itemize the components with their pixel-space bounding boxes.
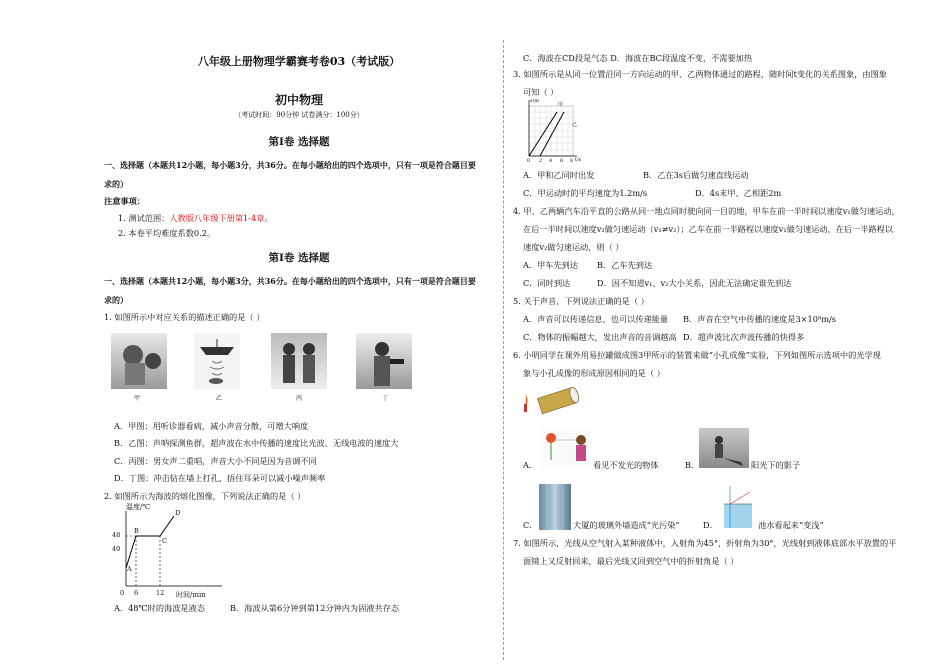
question-4-line1: 4. 甲、乙两辆汽车沿平直的公路从同一地点同时驶向同一目的地，甲车在前一半时间以速度v₁做匀速运动， [513,206,900,216]
stethoscope-photo [111,333,167,389]
point-c: C [162,537,167,545]
q6-option-d-text: 池水看起来“变浅” [758,520,824,530]
glass-building-photo [539,484,571,530]
question-4-line2: 在后一半时间以速度v₂做匀速运动（v₁≠v₂）；乙车在前一半路程以速度v₁做匀速运动，在后一半路程以 [523,224,894,234]
drill-photo [356,333,412,389]
q6-option-a-label: A． [523,460,538,470]
note-1-suffix: 。 [264,213,273,223]
note-1 [118,213,273,224]
graph-xlabel: t/s [575,157,582,163]
graph-ylabel: s/m [530,98,539,104]
candle-flame [525,394,528,404]
x-tick-0: 0 [120,589,125,597]
sonar-diagram [194,333,240,389]
series-yi-line [540,112,564,156]
exam-title: 八年级上册物理学霸赛考卷03（考试版） [197,55,401,68]
q1-option-d: D．丁图：冲击钻在墙上打孔，捂住耳朵可以减小噪声频率 [114,473,326,483]
note-2: 2. 本卷平均难度系数0.2。 [118,228,216,238]
q2-option-b: B．海波从第6分钟到第12分钟内为固液共存态 [230,603,400,613]
question-2: 2. 如图所示为海波的熔化图像，下列说法正确的是（ ） [104,491,306,501]
melting-graph-svg [112,506,232,596]
q3-option-d: D．4s末甲、乙相距2m [695,188,782,198]
exam-info: （考试时间：90分钟 试卷满分：100分） [234,111,364,119]
question-6-line1: 6. 小明同学在课外用易拉罐做成图3甲所示的装置来做“小孔成像”实验，下列如图所示选项中的光学现 [513,350,881,360]
q4-option-a: A．甲车先到达 [523,260,579,270]
q6-option-c-label: C． [523,520,538,530]
section-title: 第Ⅰ卷 选择题 [268,252,330,264]
x-tick-12: 12 [156,589,165,597]
caption-bing: 丙 [296,395,303,402]
point-a: A [127,565,132,573]
pinhole-can-figure [521,382,581,418]
q6-option-b-text: 阳光下的影子 [751,460,801,470]
question-7-line1: 7. 如图所示，光线从空气射入某种液体中，入射角为45°，折射角为30°，光线射到液体底部水平放置的平 [513,538,897,548]
y-tick-48: 48 [112,531,121,539]
subject-title: 初中物理 [274,93,323,107]
instruction-line: 一、选择题（本题共12小题，每小题3分，共36分。在每小题给出的四个选项中，只有一项是符合题目要 [104,160,476,170]
x-tick: 0 [527,158,531,164]
q4-option-d: D．因不知道v₁、v₂大小关系，因此无法确定谁先到达 [597,278,792,288]
x-tick: 8 [570,158,574,164]
q2-option-a: A．48℃时的海波是液态 [114,603,205,613]
distance-time-graph-svg [519,98,583,164]
column-divider [503,40,504,660]
instruction-line: 求的） [104,295,128,305]
question-4-line3: 速度v₂做匀速运动，则（ ） [523,242,624,252]
q5-option-c: C．物体的振幅越大，发出声音的音调越高 [523,332,677,342]
q5-option-d: D．超声波比次声波传播的快得多 [683,332,805,342]
duet-photo [271,333,327,389]
melting-graph [112,503,232,599]
q6-option-c-text: 大厦的玻璃外墙造成“光污染” [573,520,680,530]
q2-options-cd: C．海波在CD段是气态 D．海波在BC段温度不变，不需要加热 [523,53,753,63]
q5-option-b: B．声音在空气中传播的速度是3×10⁸m/s [683,314,836,324]
note-1-range: 人教版八年级下册第1-4章 [169,213,265,223]
q1-option-b: B．乙图：声呐探测鱼群，超声波在水中传播的速度比光波、无线电波的速度大 [114,438,399,448]
question-3-line1: 3. 如图所示是从同一位置沿同一方向运动的甲、乙两物体通过的路程，随时间t变化的关系图象，由图象 [513,69,887,79]
question-7-line2: 面镜上又反射回来，最后光线又回到空气中的折射角是（ ） [523,556,739,566]
y-tick-40: 40 [112,545,121,553]
q5-option-a: A．声音可以传递信息，也可以传递能量 [523,314,669,324]
notes-title: 注意事项： [104,196,145,206]
q6-option-b-label: B． [685,460,700,470]
x-tick-6: 6 [134,589,139,597]
note-1-prefix: 1. 测试范围： [118,213,170,223]
y-axis-label: 温度/℃ [126,503,151,511]
question-3-line2: 可知（ ） [523,87,559,97]
x-axis-label: 时间/min [176,591,206,599]
question-1: 1. 如图所示中对应关系的描述正确的是（ ） [104,312,265,322]
q3-option-c: C．甲运动时的平均速度为1.2m/s [523,188,648,198]
series-jia-label: 甲 [558,102,564,108]
caption-ding: 丁 [382,395,389,402]
section-title: 第Ⅰ卷 选择题 [268,136,330,148]
q1-option-c: C．丙图：男女声二重唱，声音大小不同是因为音调不同 [114,456,317,466]
distance-time-graph [519,98,583,164]
pinhole-can-svg [521,382,581,418]
q3-option-b: B．乙在3s后做匀速直线运动 [643,170,749,180]
caption-yi: 乙 [216,395,223,402]
series-yi-label: 乙 [572,122,578,128]
q6-option-a-text: 看见不发光的物体 [593,460,659,470]
point-b: B [134,527,139,535]
pool-refraction-diagram [720,484,756,530]
q4-option-b: B．乙车先到达 [597,260,653,270]
series-jia-line [529,112,557,156]
girl-flower-image [541,428,591,468]
instruction-line: 求的） [104,179,128,189]
x-tick: 2 [539,158,543,164]
caption-jia: 甲 [134,395,141,402]
instruction-line: 一、选择题（本题共12小题，每小题3分，共36分。在每小题给出的四个选项中，只有一项是符合题目要 [104,276,476,286]
x-tick: 4 [549,158,553,164]
x-tick: 6 [560,158,564,164]
q4-option-c: C．同时到达 [523,278,571,288]
point-d: D [175,509,181,517]
question-5: 5. 关于声音，下列说法正确的是（ ） [513,296,649,306]
q1-option-a: A．甲图：用听诊器看病，减小声音分散，可增大响度 [114,421,309,431]
question-6-line2: 象与小孔成像的形成原因相同的是（ ） [523,368,665,378]
q6-option-d-label: D． [703,520,718,530]
q3-option-a: A．甲和乙同时出发 [523,170,595,180]
shadow-photo [699,428,749,468]
